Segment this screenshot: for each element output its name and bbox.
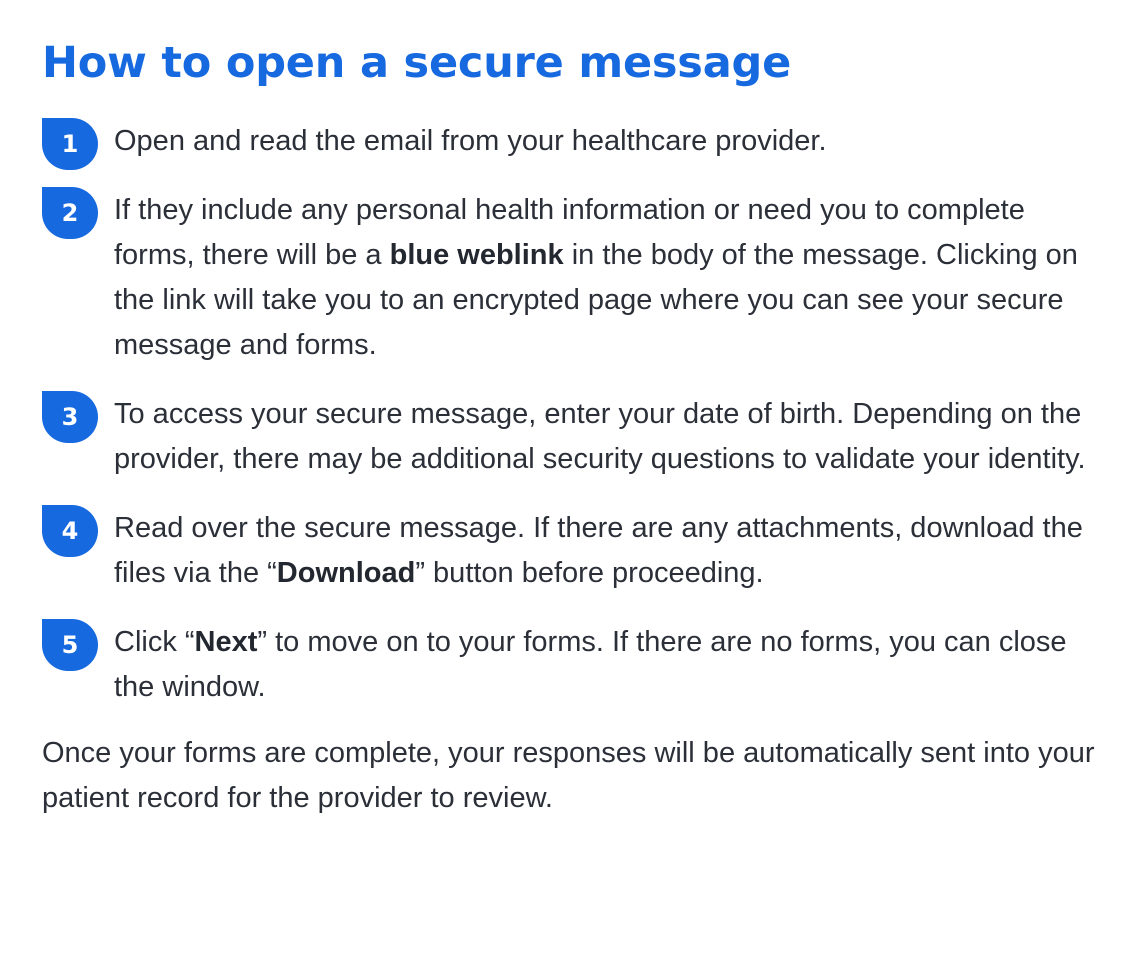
step-text-part: in the body of the message. Clicking on the link will take you to an encrypted page where you can see your secure message and forms.: [114, 239, 1078, 361]
step-text-part: Open and read the email from your healthcare provider.: [114, 125, 827, 157]
step-text-part: If they include any personal health information or need you to complete forms, there will be a: [114, 194, 1025, 271]
step-text: [114, 617, 1102, 710]
closing-note: Once your forms are complete, your responses will be automatically sent into your patient record for the provider to review.: [42, 737, 1095, 814]
step-1: [42, 116, 1102, 164]
step-text-part: ” to move on to your forms. If there are no forms, you can close the window.: [114, 626, 1067, 703]
page-title: How to open a secure message: [42, 38, 792, 88]
step-text: [114, 503, 1102, 596]
step-4: [42, 503, 1102, 596]
step-5: [42, 617, 1102, 710]
step-text-part: Read over the secure message. If there are any attachments, download the files via the “: [114, 512, 1083, 589]
instructions-page: [42, 30, 1102, 821]
step-text-part: To access your secure message, enter your date of birth. Depending on the provider, there may be additional security questions to validate your identity.: [114, 398, 1086, 475]
step-number-badge: 5: [42, 619, 98, 671]
step-number-badge: 2: [42, 187, 98, 239]
step-text: [114, 185, 1102, 368]
bold-emphasis: blue weblink: [389, 239, 564, 271]
step-3: [42, 389, 1102, 482]
step-number-badge: 3: [42, 391, 98, 443]
steps-list: [42, 116, 1102, 710]
step-2: [42, 185, 1102, 368]
step-text: [114, 116, 1102, 164]
step-number-badge: 4: [42, 505, 98, 557]
step-text-part: Click “: [114, 626, 195, 658]
step-number-badge: 1: [42, 118, 98, 170]
bold-emphasis: Next: [194, 626, 258, 658]
step-text-part: ” button before proceeding.: [415, 557, 764, 589]
bold-emphasis: Download: [276, 557, 416, 589]
step-text: [114, 389, 1102, 482]
